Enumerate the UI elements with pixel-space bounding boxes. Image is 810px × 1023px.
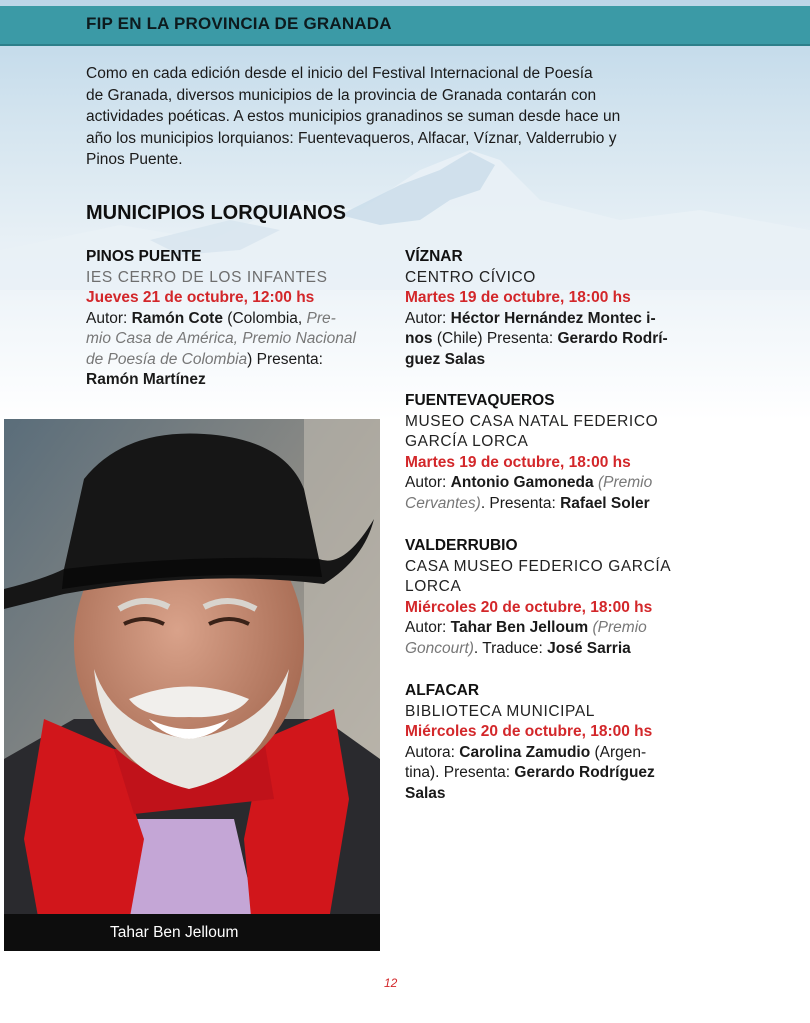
- translator-label: . Traduce:: [473, 639, 543, 657]
- venue-place: CASA MUSEO FEDERICO GARCÍA: [405, 557, 672, 575]
- venue-date: Miércoles 20 de octubre, 18:00 hs: [405, 723, 653, 740]
- page-number: 12: [384, 976, 398, 990]
- venue-author-line: [405, 494, 705, 515]
- venue-author-line: [405, 473, 705, 494]
- author-label: Autor:: [405, 474, 447, 491]
- page-title: FIP EN LA PROVINCIA DE GRANADA: [86, 14, 392, 33]
- venue-author-line: [405, 743, 705, 764]
- venue-author-line: [405, 309, 705, 330]
- author-name: Ramón Cote: [131, 309, 223, 327]
- section-title: MUNICIPIOS LORQUIANOS: [86, 202, 347, 224]
- author-award: (Premio: [592, 619, 647, 636]
- author-award: Goncourt): [405, 639, 474, 657]
- venue-town: VALDERRUBIO: [405, 537, 518, 554]
- venue-author-line: [405, 329, 705, 350]
- author-name: Antonio Gamoneda: [450, 474, 594, 491]
- photo-caption: Tahar Ben Jelloum: [110, 924, 239, 941]
- venue-author-line: [405, 639, 705, 660]
- author-note: (Colombia,: [227, 309, 303, 327]
- venue-date: Martes 19 de octubre, 18:00 hs: [405, 453, 631, 471]
- venue-date: Miércoles 20 de octubre, 18:00 hs: [405, 598, 653, 616]
- venue-place: GARCÍA LORCA: [405, 433, 529, 450]
- author-name: Tahar Ben Jelloum: [450, 619, 589, 636]
- author-name: Héctor Hernández Montec i-: [450, 309, 656, 327]
- presenter-name: Gerardo Rodríguez: [514, 764, 655, 781]
- intro-line: Pinos Puente.: [86, 151, 183, 168]
- venue-town: ALFACAR: [405, 682, 480, 699]
- venue-author-line: [405, 763, 705, 784]
- presenter-label: . Presenta:: [480, 494, 556, 512]
- venue-author-line: [86, 309, 386, 330]
- venue-alfacar: [405, 681, 705, 804]
- author-award: mio Casa de América, Premio Nacional: [86, 330, 356, 347]
- venue-viznar: [405, 247, 705, 370]
- venue-town: PINOS PUENTE: [86, 248, 202, 265]
- venue-author-line: [86, 350, 386, 371]
- author-label: Autor:: [405, 309, 447, 327]
- author-note: (Argen-: [594, 743, 647, 761]
- venue-place: CENTRO CÍVICO: [405, 268, 536, 286]
- author-award: (Premio: [597, 474, 653, 491]
- translator-name: José Sarria: [547, 639, 631, 657]
- venue-author-line: [405, 618, 705, 639]
- presenter-name: Salas: [405, 784, 446, 802]
- venue-valderrubio: [405, 536, 705, 659]
- presenter-name: guez Salas: [405, 350, 486, 368]
- venue-town: VÍZNAR: [405, 248, 463, 265]
- venue-date: Jueves 21 de octubre, 12:00 hs: [86, 289, 315, 306]
- author-award: Pre-: [306, 309, 336, 327]
- author-photo: [4, 419, 380, 950]
- intro-paragraph: [86, 63, 706, 171]
- venue-town: FUENTEVAQUEROS: [405, 392, 555, 409]
- author-label: Autora:: [405, 743, 455, 761]
- author-label: Autor:: [86, 309, 128, 327]
- intro-line: actividades poéticas. A estos municipios granadinos se suman desde hace un: [86, 108, 621, 125]
- intro-line: Como en cada edición desde el inicio del Festival Internacional de Poesía: [86, 65, 593, 82]
- author-label: Autor:: [405, 619, 447, 636]
- venue-place: MUSEO CASA NATAL FEDERICO: [405, 412, 659, 430]
- author-name: nos: [405, 330, 433, 347]
- author-note: (Chile) Presenta:: [436, 330, 554, 347]
- venue-place: LORCA: [405, 578, 462, 595]
- presenter-name: Gerardo Rodrí-: [557, 330, 668, 347]
- author-award: de Poesía de Colombia: [86, 350, 248, 368]
- presenter-label: tina). Presenta:: [405, 764, 511, 781]
- presenter-label: ) Presenta:: [247, 350, 323, 368]
- author-award: Cervantes): [405, 494, 481, 512]
- presenter-name: Ramón Martínez: [86, 371, 206, 388]
- presenter-name: Rafael Soler: [560, 494, 650, 512]
- venue-place: BIBLIOTECA MUNICIPAL: [405, 702, 596, 720]
- intro-line: de Granada, diversos municipios de la provincia de Granada contarán con: [86, 86, 597, 104]
- venue-place: IES CERRO DE LOS INFANTES: [86, 268, 328, 286]
- venue-fuentevaqueros: [405, 391, 705, 514]
- author-name: Carolina Zamudio: [459, 743, 591, 761]
- venue-date: Martes 19 de octubre, 18:00 hs: [405, 289, 631, 306]
- venue-pinos-puente: [86, 247, 386, 391]
- intro-line: año los municipios lorquianos: Fuentevaqueros, Alfacar, Víznar, Valderrubio y: [86, 129, 617, 147]
- portrait-illustration: [4, 419, 380, 950]
